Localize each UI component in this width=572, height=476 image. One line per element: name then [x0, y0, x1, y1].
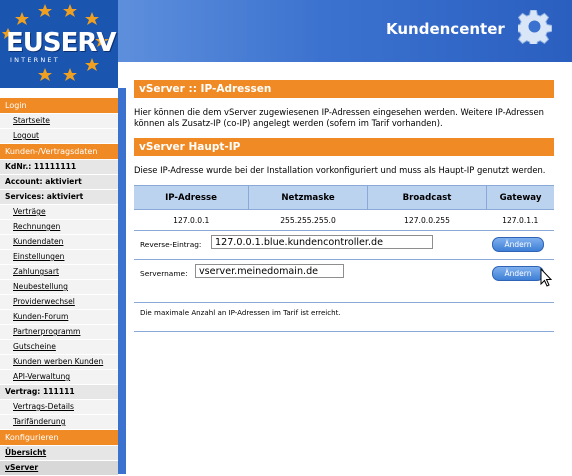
reverse-entry-row [134, 230, 554, 259]
header [0, 0, 572, 88]
sidebar-item-einstellungen[interactable]: Einstellungen [0, 250, 118, 265]
ip-table [134, 185, 554, 230]
main-content [134, 80, 554, 332]
sidebar [0, 98, 118, 476]
sidebar-item-zahlungsart[interactable]: Zahlungsart [0, 265, 118, 280]
sidebar-heading-kundendaten: Kunden-/Vertragsdaten [0, 144, 118, 160]
cell-ip: 127.0.0.1 [173, 215, 210, 225]
sidebar-item-startseite[interactable]: Startseite [0, 114, 118, 129]
sidebar-item-rechnungen[interactable]: Rechnungen [0, 220, 118, 235]
section-title-ip-adressen: vServer :: IP-Adressen [134, 80, 554, 98]
cell-gateway: 127.0.1.1 [502, 215, 539, 225]
sidebar-item-api-verwaltung[interactable]: API-Verwaltung [0, 370, 118, 385]
gear-icon [518, 10, 552, 44]
table-header-row [134, 186, 554, 210]
section-title-haupt-ip: vServer Haupt-IP [134, 138, 554, 156]
change-reverse-button[interactable]: Ändern [492, 237, 544, 252]
servername-input[interactable]: vserver.meinedomain.de [195, 264, 344, 278]
page-header-title: Kundencenter [386, 20, 505, 38]
sidebar-account-status: Account: aktiviert [0, 175, 118, 190]
sidebar-item-vserver[interactable]: vServer [0, 461, 118, 476]
sidebar-item-neubestellung[interactable]: Neubestellung [0, 280, 118, 295]
servername-label: Servername: [140, 269, 188, 278]
sidebar-heading-konfigurieren: Konfigurieren [0, 430, 118, 446]
sidebar-item-kundendaten[interactable]: Kundendaten [0, 235, 118, 250]
servername-row [134, 259, 554, 288]
mouse-pointer-icon [540, 268, 554, 288]
sidebar-item-vertraege[interactable]: Verträge [0, 205, 118, 220]
sidebar-item-providerwechsel[interactable]: Providerwechsel [0, 295, 118, 310]
sidebar-heading-login: Login [0, 98, 118, 114]
column-header-ip: IP-Adresse [134, 186, 249, 210]
ip-limit-note: Die maximale Anzahl an IP-Adressen im Tarif ist erreicht. [140, 308, 341, 317]
sidebar-item-logout[interactable]: Logout [0, 129, 118, 144]
logo-text: EUSERV [6, 28, 116, 58]
sidebar-contract-number: Vertrag: 111111 [0, 385, 118, 400]
sidebar-item-gutscheine[interactable]: Gutscheine [0, 340, 118, 355]
haupt-ip-description: Diese IP-Adresse wurde bei der Installation vorkonfiguriert und muss als Haupt-IP genutzt werden. [134, 165, 546, 175]
sidebar-item-kunden-forum[interactable]: Kunden-Forum [0, 310, 118, 325]
change-servername-button[interactable]: Ändern [492, 266, 544, 281]
column-header-broadcast: Broadcast [368, 186, 487, 210]
column-header-netzmaske: Netzmaske [249, 186, 368, 210]
sidebar-item-uebersicht[interactable]: Übersicht [0, 446, 118, 461]
sidebar-item-vertrags-details[interactable]: Vertrags-Details [0, 400, 118, 415]
section-description: Hier können die dem vServer zugewiesenen IP-Adressen eingesehen werden. Weitere IP-Adressen können als Zusatz-IP (co-IP) angelegt werden (sofern im Tarif vorhanden). [134, 107, 544, 128]
content-border [118, 88, 126, 474]
sidebar-item-partnerprogramm[interactable]: Partnerprogramm [0, 325, 118, 340]
logo[interactable] [0, 0, 118, 88]
sidebar-customer-number: KdNr.: 11111111 [0, 160, 118, 175]
logo-subtitle: INTERNET [10, 56, 60, 64]
reverse-entry-input[interactable]: 127.0.0.1.blue.kundencontroller.de [211, 235, 433, 249]
table-row [134, 210, 554, 231]
sidebar-services-status: Services: aktiviert [0, 190, 118, 205]
column-header-gateway: Gateway [487, 186, 555, 210]
sidebar-item-kunden-werben-kunden[interactable]: Kunden werben Kunden [0, 355, 118, 370]
cell-netzmaske: 255.255.255.0 [280, 215, 336, 225]
cell-broadcast: 127.0.0.255 [404, 215, 450, 225]
reverse-entry-label: Reverse-Eintrag: [140, 240, 202, 249]
sidebar-item-tarifaenderung[interactable]: Tarifänderung [0, 415, 118, 430]
